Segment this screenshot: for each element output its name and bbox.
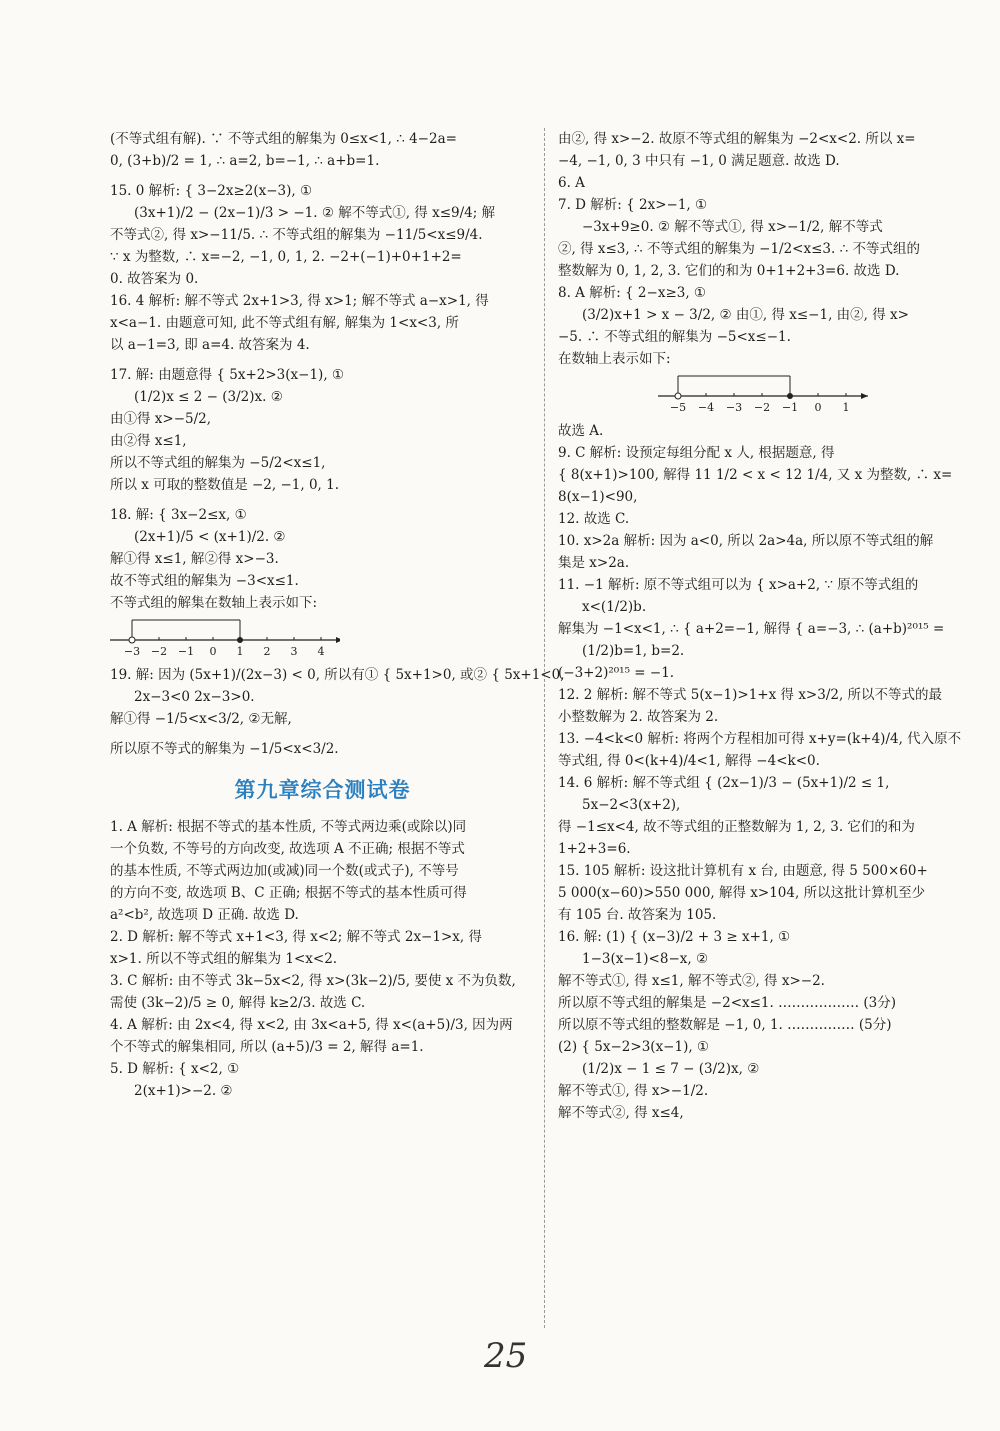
text-line xyxy=(110,172,535,180)
text-line: 8. A 解析: { 2−x≥3, ① xyxy=(558,285,707,301)
text-line: 0. 故答案为 0. xyxy=(110,271,199,287)
text-line: −5. ∴ 不等式组的解集为 −5<x≤−1. xyxy=(558,329,791,345)
text-line: 3. C 解析: 由不等式 3k−5x<2, 得 x>(3k−2)/5, 要使 x 不为负数, xyxy=(110,973,516,989)
watermark-logo xyxy=(860,1340,990,1420)
text-line: (1/2)x ≤ 2 − (3/2)x. ② xyxy=(134,389,283,405)
text-line: 12. 故选 C. xyxy=(558,511,630,527)
text-line: 9. C 解析: 设预定每组分配 x 人, 根据题意, 得 xyxy=(558,445,835,461)
text-line: 2. D 解析: 解不等式 x+1<3, 得 x<2; 解不等式 2x−1>x, 得 xyxy=(110,929,482,945)
axis-arrow xyxy=(861,393,868,399)
tick-label: 1 xyxy=(236,645,244,658)
closed-point xyxy=(787,393,793,399)
text-line: 16. 4 解析: 解不等式 2x+1>3, 得 x>1; 解不等式 a−x>1, 得 xyxy=(110,293,489,309)
text-line: 个不等式的解集相同, 所以 (a+5)/3 = 2, 解得 a=1. xyxy=(110,1039,424,1055)
text-line: 4. A 解析: 由 2x<4, 得 x<2, 由 3x<a+5, 得 x<(a+5)/3, 因为两 xyxy=(110,1017,513,1033)
text-line xyxy=(110,496,535,504)
text-line: 有 105 台. 故答案为 105. xyxy=(558,907,717,923)
text-line: 5 000(x−60)>550 000, 解得 x>104, 所以这批计算机至少 xyxy=(558,885,926,901)
text-line: 7. D 解析: { 2x>−1, ① xyxy=(558,197,708,213)
text-line: −3x+9≥0. ② 解不等式①, 得 x>−1/2, 解不等式 xyxy=(582,219,883,235)
page-number: 25 xyxy=(484,1336,528,1376)
text-line: 解不等式②, 得 x≤4, xyxy=(558,1105,684,1121)
tick-label: 0 xyxy=(814,401,822,414)
text-line: 在数轴上表示如下: xyxy=(558,351,671,367)
text-line: 0, (3+b)/2 = 1, ∴ a=2, b=−1, ∴ a+b=1. xyxy=(110,153,380,169)
text-line: 5. D 解析: { x<2, ① xyxy=(110,1061,240,1077)
text-line: 18. 解: { 3x−2≤x, ① xyxy=(110,507,247,523)
text-line: (3/2)x+1 > x − 3/2, ② 由①, 得 x≤−1, 由②, 得 x> xyxy=(582,307,909,323)
text-line: 1. A 解析: 根据不等式的基本性质, 不等式两边乘(或除以)同 xyxy=(110,819,467,835)
text-line: 得 −1≤x<4, 故不等式组的正整数解为 1, 2, 3. 它们的和为 xyxy=(558,819,915,835)
number-line-q8-svg xyxy=(658,370,878,414)
text-line: 14. 6 解析: 解不等式组 { (2x−1)/3 − (5x+1)/2 ≤ 1, xyxy=(558,775,890,791)
text-line: 一个负数, 不等号的方向改变, 故选项 A 不正确; 根据不等式 xyxy=(110,841,465,857)
text-line: x<a−1. 由题意可知, 此不等式组有解, 解集为 1<x<3, 所 xyxy=(110,315,459,331)
text-line: { 8(x+1)>100, 解得 11 1/2 < x < 12 1/4, 又 x 为整数, ∴ x= xyxy=(558,467,953,483)
open-point xyxy=(129,637,135,643)
text-line: 17. 解: 由题意得 { 5x+2>3(x−1), ① xyxy=(110,367,345,383)
left-answers-part3 xyxy=(110,816,535,1102)
tick-label: −4 xyxy=(697,401,715,414)
tick-label: −5 xyxy=(669,401,687,414)
text-line: 5x−2<3(x+2), xyxy=(582,797,681,813)
text-line: 13. −4<k<0 解析: 将两个方程相加可得 x+y=(k+4)/4, 代入原不 xyxy=(558,731,962,747)
text-line: 所以原不等式组的整数解是 −1, 0, 1. …………… (5分) xyxy=(558,1017,892,1033)
text-line: 整数解为 0, 1, 2, 3. 它们的和为 0+1+2+3=6. 故选 D. xyxy=(558,263,900,279)
tick-label: 0 xyxy=(209,645,217,658)
text-line: 15. 0 解析: { 3−2x≥2(x−3), ① xyxy=(110,183,313,199)
text-line: 15. 105 解析: 设这批计算机有 x 台, 由题意, 得 5 500×60+ xyxy=(558,863,928,879)
text-line: 所以原不等式组的解集是 −2<x≤1. ……………… (3分) xyxy=(558,995,897,1011)
right-answers-part1 xyxy=(558,128,988,370)
text-line: 的基本性质, 不等式两边加(或减)同一个数(或式子), 不等号 xyxy=(110,863,459,879)
text-line: (不等式组有解). ∵ 不等式组的解集为 0≤x<1, ∴ 4−2a= xyxy=(110,131,457,147)
left-answers-part2 xyxy=(110,664,565,760)
text-line: x>1. 所以不等式组的解集为 1<x<2. xyxy=(110,951,338,967)
section-title: 第九章综合测试卷 xyxy=(234,778,411,802)
text-line: 8(x−1)<90, xyxy=(558,489,638,505)
text-line: 不等式组的解集在数轴上表示如下: xyxy=(110,595,318,611)
text-line: 集是 x>2a. xyxy=(558,555,630,571)
text-line: 所以原不等式的解集为 −1/5<x<3/2. xyxy=(110,741,339,757)
number-line-q18-svg xyxy=(110,614,340,658)
text-line: 19. 解: 因为 (5x+1)/(2x−3) < 0, 所以有① { 5x+1>0, 或② { 5x+1<0, xyxy=(110,667,565,683)
text-line: (2) { 5x−2>3(x−1), ① xyxy=(558,1039,710,1055)
text-line: ∵ x 为整数, ∴ x=−2, −1, 0, 1, 2. −2+(−1)+0+1+2= xyxy=(110,249,462,265)
text-line: 16. 解: (1) { (x−3)/2 + 3 ≥ x+1, ① xyxy=(558,929,791,945)
text-line: (−3+2)²⁰¹⁵ = −1. xyxy=(558,665,675,681)
text-line xyxy=(110,356,535,364)
text-line: 不等式②, 得 x>−11/5. ∴ 不等式组的解集为 −11/5<x≤9/4. xyxy=(110,227,483,243)
tick-label: −1 xyxy=(781,401,799,414)
text-line: 10. x>2a 解析: 因为 a<0, 所以 2a>4a, 所以原不等式组的解 xyxy=(558,533,934,549)
text-line: 故不等式组的解集为 −3<x≤1. xyxy=(110,573,299,589)
text-line: 解①得 x≤1, 解②得 x>−3. xyxy=(110,551,279,567)
right-answers-part2 xyxy=(558,420,988,1124)
text-line: 解不等式①, 得 x>−1/2. xyxy=(558,1083,709,1099)
text-line: −4, −1, 0, 3 中只有 −1, 0 满足题意. 故选 D. xyxy=(558,153,840,169)
text-line: x<(1/2)b. xyxy=(582,599,647,615)
text-line: (1/2)b=1, b=2. xyxy=(582,643,685,659)
text-line: 1−3(x−1)<8−x, ② xyxy=(582,951,709,967)
closed-point xyxy=(237,637,243,643)
tick-label: 1 xyxy=(842,401,850,414)
tick-label: −2 xyxy=(150,645,168,658)
text-line: 以 a−1=3, 即 a=4. 故答案为 4. xyxy=(110,337,310,353)
tick-label: 4 xyxy=(317,645,325,658)
text-line: 12. 2 解析: 解不等式 5(x−1)>1+x 得 x>3/2, 所以不等式的最 xyxy=(558,687,943,703)
text-line: 解集为 −1<x<1, ∴ { a+2=−1, 解得 { a=−3, ∴ (a+b)²⁰¹⁵ = xyxy=(558,621,945,637)
left-column xyxy=(110,128,565,1102)
text-line: 由①得 x>−5/2, xyxy=(110,411,212,427)
tick-label: −2 xyxy=(753,401,771,414)
text-line: 解不等式①, 得 x≤1, 解不等式②, 得 x>−2. xyxy=(558,973,825,989)
tick-label: −1 xyxy=(177,645,195,658)
text-line: ②, 得 x≤3, ∴ 不等式组的解集为 −1/2<x≤3. ∴ 不等式组的 xyxy=(558,241,920,257)
tick-label: 3 xyxy=(290,645,298,658)
text-line: 6. A xyxy=(558,175,585,191)
text-line: 所以不等式组的解集为 −5/2<x≤1, xyxy=(110,455,326,471)
text-line: (1/2)x − 1 ≤ 7 − (3/2)x, ② xyxy=(582,1061,760,1077)
text-line: (2x+1)/5 < (x+1)/2. ② xyxy=(134,529,286,545)
text-line: a²<b², 故选项 D 正确. 故选 D. xyxy=(110,907,299,923)
text-line: 所以 x 可取的整数值是 −2, −1, 0, 1. xyxy=(110,477,340,493)
text-line: 2(x+1)>−2. ② xyxy=(134,1083,233,1099)
text-line: 由②, 得 x>−2. 故原不等式组的解集为 −2<x<2. 所以 x= xyxy=(558,131,916,147)
right-column xyxy=(558,128,988,1124)
number-line-q18 xyxy=(110,614,535,658)
text-line: 故选 A. xyxy=(558,423,604,439)
text-line: 解①得 −1/5<x<3/2, ②无解, xyxy=(110,711,292,727)
text-line: 的方向不变, 故选项 B、C 正确; 根据不等式的基本性质可得 xyxy=(110,885,467,901)
text-line: 1+2+3=6. xyxy=(558,841,631,857)
text-line: 小整数解为 2. 故答案为 2. xyxy=(558,709,719,725)
column-divider xyxy=(544,128,545,1328)
open-point xyxy=(675,393,681,399)
tick-label: −3 xyxy=(123,645,141,658)
text-line: 11. −1 解析: 原不等式组可以为 { x>a+2, ∵ 原不等式组的 xyxy=(558,577,919,593)
text-line: 等式组, 得 0<(k+4)/4<1, 解得 −4<k<0. xyxy=(558,753,820,769)
text-line: 2x−3<0 2x−3>0. xyxy=(134,689,255,705)
left-answers-part1 xyxy=(110,128,535,614)
text-line: 需使 (3k−2)/5 ≥ 0, 解得 k≥2/3. 故选 C. xyxy=(110,995,366,1011)
text-line: 由②得 x≤1, xyxy=(110,433,187,449)
number-line-q8 xyxy=(558,370,988,414)
tick-label: −3 xyxy=(725,401,743,414)
text-line: (3x+1)/2 − (2x−1)/3 > −1. ② 解不等式①, 得 x≤9/4; 解 xyxy=(134,205,496,221)
axis-arrow xyxy=(336,637,340,643)
tick-label: 2 xyxy=(263,645,271,658)
text-line xyxy=(110,730,535,738)
